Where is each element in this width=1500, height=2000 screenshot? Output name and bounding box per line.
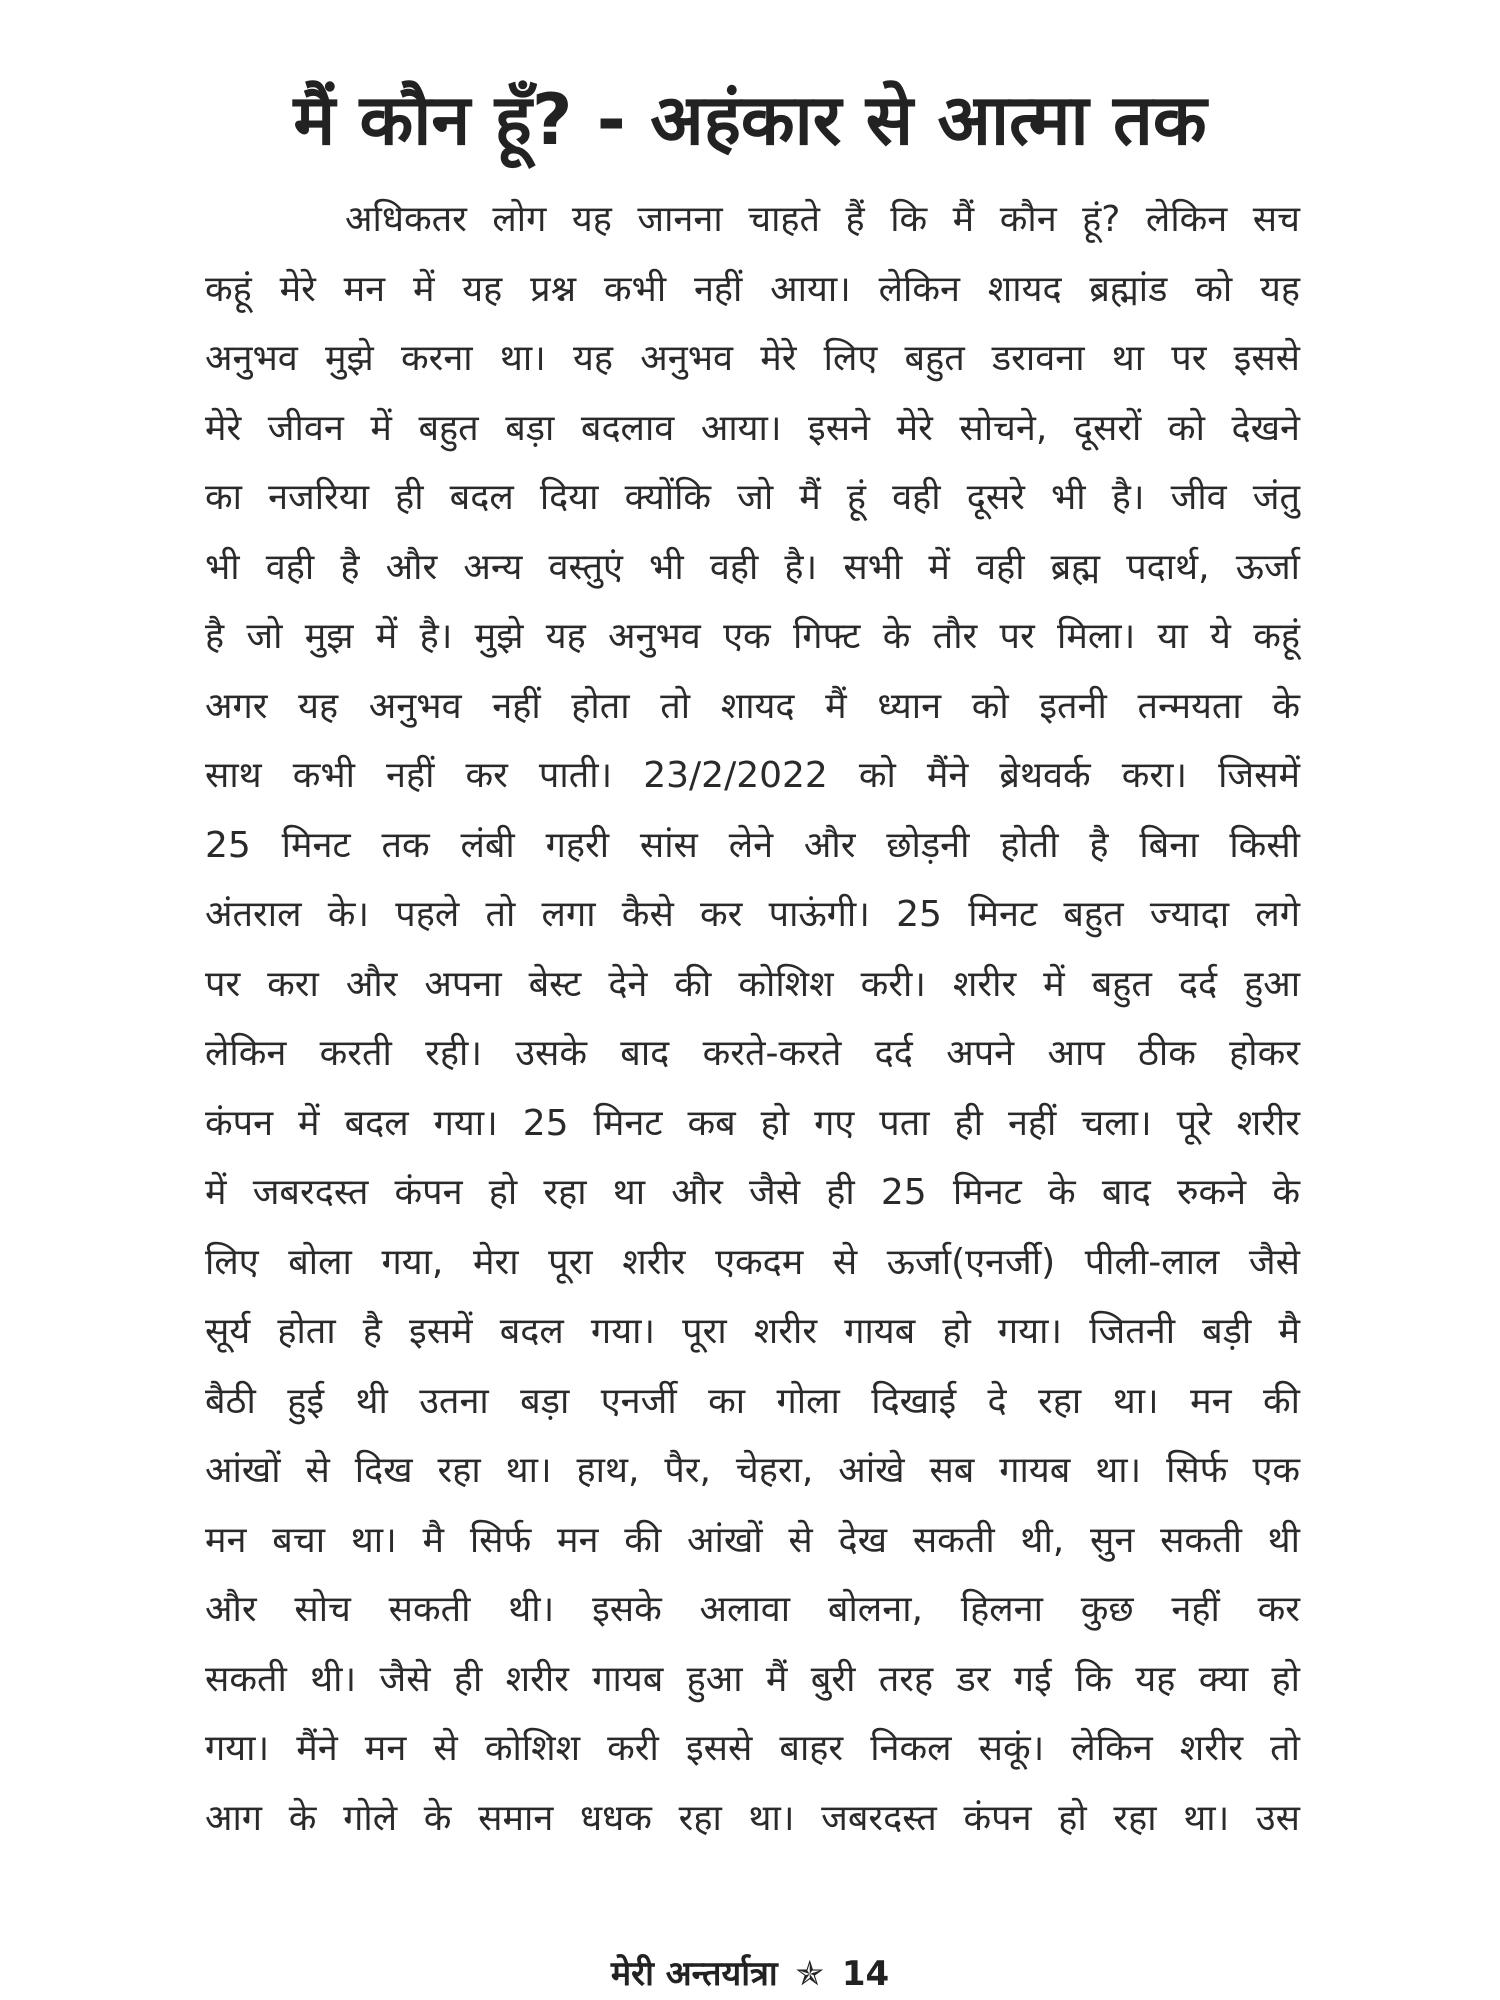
text-line: आंखों से दिख रहा था। हाथ, पैर, चेहरा, आंखे सब गायब था। सिर्फ एक	[205, 1450, 1300, 1491]
text-line: सकती थी। जैसे ही शरीर गायब हुआ मैं बुरी तरह डर गई कि यह क्या हो	[205, 1658, 1300, 1700]
text-line: है जो मुझ में है। मुझे यह अनुभव एक गिफ्ट के तौर पर मिला। या ये कहूं	[205, 616, 1300, 657]
text-line: अंतराल के। पहले तो लगा कैसे कर पाऊंगी। 25 मिनट बहुत ज्यादा लगे	[205, 894, 1300, 935]
text-line: मेरे जीवन में बहुत बड़ा बदलाव आया। इसने मेरे सोचने, दूसरों को देखने	[205, 407, 1300, 449]
star-icon: ✯	[795, 1954, 824, 1994]
chapter-title: मैं कौन हूँ? - अहंकार से आत्मा तक	[293, 79, 1207, 161]
text-line: लेकिन करती रही। उसके बाद करते-करते दर्द अपने आप ठीक होकर	[205, 1033, 1300, 1074]
text-line: में जबरदस्त कंपन हो रहा था और जैसे ही 25 मिनट के बाद रुकने के	[205, 1172, 1300, 1213]
text-line: कहूं मेरे मन में यह प्रश्न कभी नहीं आया। लेकिन शायद ब्रह्मांड को यह	[205, 268, 1300, 310]
text-line: साथ कभी नहीं कर पाती। 23/2/2022 को मैंने ब्रेथवर्क करा। जिसमें	[205, 755, 1300, 796]
text-line: भी वही है और अन्य वस्तुएं भी वही है। सभी में वही ब्रह्म पदार्थ, ऊर्जा	[205, 546, 1300, 588]
book-title: मेरी अन्तर्यात्रा	[610, 1954, 778, 1994]
text-line: कंपन में बदल गया। 25 मिनट कब हो गए पता ही नहीं चला। पूरे शरीर	[205, 1102, 1300, 1144]
page-number: 14	[841, 1954, 890, 1994]
text-line: 25 मिनट तक लंबी गहरी सांस लेने और छोड़नी होती है बिना किसी	[205, 824, 1300, 866]
text-line: और सोच सकती थी। इसके अलावा बोलना, हिलना कुछ नहीं कर	[205, 1589, 1300, 1630]
text-line: अधिकतर लोग यह जानना चाहते हैं कि मैं कौन हूं? लेकिन सच	[345, 199, 1300, 240]
text-line: का नजरिया ही बदल दिया क्योंकि जो मैं हूं वही दूसरे भी है। जीव जंतु	[205, 477, 1300, 518]
text-line: बैठी हुई थी उतना बड़ा एनर्जी का गोला दिखाई दे रहा था। मन की	[205, 1380, 1300, 1422]
text-line: अनुभव मुझे करना था। यह अनुभव मेरे लिए बहुत डरावना था पर इससे	[205, 338, 1300, 379]
text-line: सूर्य होता है इसमें बदल गया। पूरा शरीर गायब हो गया। जितनी बड़ी मै	[205, 1311, 1300, 1352]
body-text	[205, 185, 1300, 1853]
text-line: आग के गोले के समान धधक रहा था। जबरदस्त कंपन हो रहा था। उस	[205, 1797, 1300, 1839]
text-line: मन बचा था। मै सिर्फ मन की आंखों से देख सकती थी, सुन सकती थी	[205, 1519, 1300, 1561]
text-line: अगर यह अनुभव नहीं होता तो शायद मैं ध्यान को इतनी तन्मयता के	[205, 685, 1300, 727]
text-line: पर करा और अपना बेस्ट देने की कोशिश करी। शरीर में बहुत दर्द हुआ	[205, 963, 1300, 1005]
page-footer	[450, 1952, 1050, 1996]
text-line: लिए बोला गया, मेरा पूरा शरीर एकदम से ऊर्जा(एनर्जी) पीली-लाल जैसे	[205, 1241, 1300, 1283]
text-line: गया। मैंने मन से कोशिश करी इससे बाहर निकल सकूं। लेकिन शरीर तो	[205, 1728, 1300, 1769]
